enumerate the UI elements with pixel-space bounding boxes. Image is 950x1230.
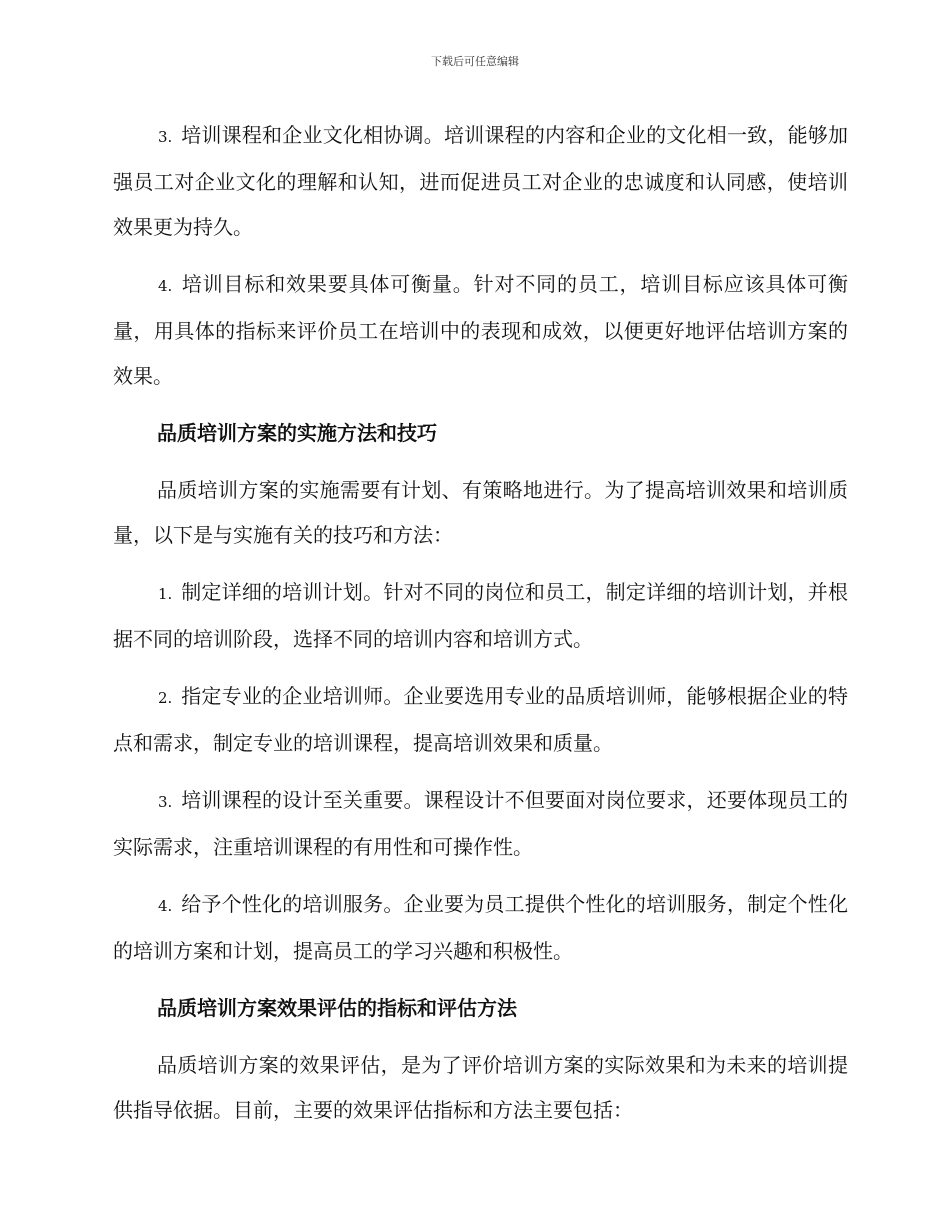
document-body xyxy=(113,113,848,1145)
list-number: 1. xyxy=(158,585,173,603)
section-heading: 品质培训方案的实施方法和技巧 xyxy=(157,421,437,445)
list-text: 制定详细的培训计划。针对不同的岗位和员工，制定详细的培训计划，并根据不同的培训阶段，选择不同的培训内容和培训方式。 xyxy=(113,580,848,651)
list-item xyxy=(113,882,848,974)
list-text: 培训课程的设计至关重要。课程设计不但要面对岗位要求，还要体现员工的实际需求，注重培训课程的有用性和可操作性。 xyxy=(113,788,848,859)
list-item xyxy=(113,570,848,662)
list-number: 3. xyxy=(158,793,173,811)
list-item xyxy=(113,778,848,870)
list-item xyxy=(113,262,848,399)
list-number: 2. xyxy=(158,689,173,707)
list-item xyxy=(113,113,848,250)
list-item xyxy=(113,674,848,766)
list-number: 4. xyxy=(158,897,173,915)
section-heading: 品质培训方案效果评估的指标和评估方法 xyxy=(157,996,517,1020)
list-text: 给予个性化的培训服务。企业要为员工提供个性化的培训服务，制定个性化的培训方案和计划，提高员工的学习兴趣和积极性。 xyxy=(113,892,848,963)
list-number: 4. xyxy=(158,277,173,295)
list-text: 培训课程和企业文化相协调。培训课程的内容和企业的文化相一致，能够加强员工对企业文化的理解和认知，进而促进员工对企业的忠诚度和认同感，使培训效果更为持久。 xyxy=(113,123,848,239)
list-text: 指定专业的企业培训师。企业要选用专业的品质培训师，能够根据企业的特点和需求，制定专业的培训课程，提高培训效果和质量。 xyxy=(113,684,848,755)
paragraph: 品质培训方案的实施需要有计划、有策略地进行。为了提高培训效果和培训质量，以下是与实施有关的技巧和方法： xyxy=(113,478,848,547)
paragraph: 品质培训方案的效果评估，是为了评价培训方案的实际效果和为未来的培训提供指导依据。目前，主要的效果评估指标和方法主要包括： xyxy=(113,1053,848,1122)
page-header: 下载后可任意编辑 xyxy=(431,55,519,68)
list-text: 培训目标和效果要具体可衡量。针对不同的员工，培训目标应该具体可衡量，用具体的指标来评价员工在培训中的表现和成效，以便更好地评估培训方案的效果。 xyxy=(113,272,848,388)
list-number: 3. xyxy=(158,128,173,146)
